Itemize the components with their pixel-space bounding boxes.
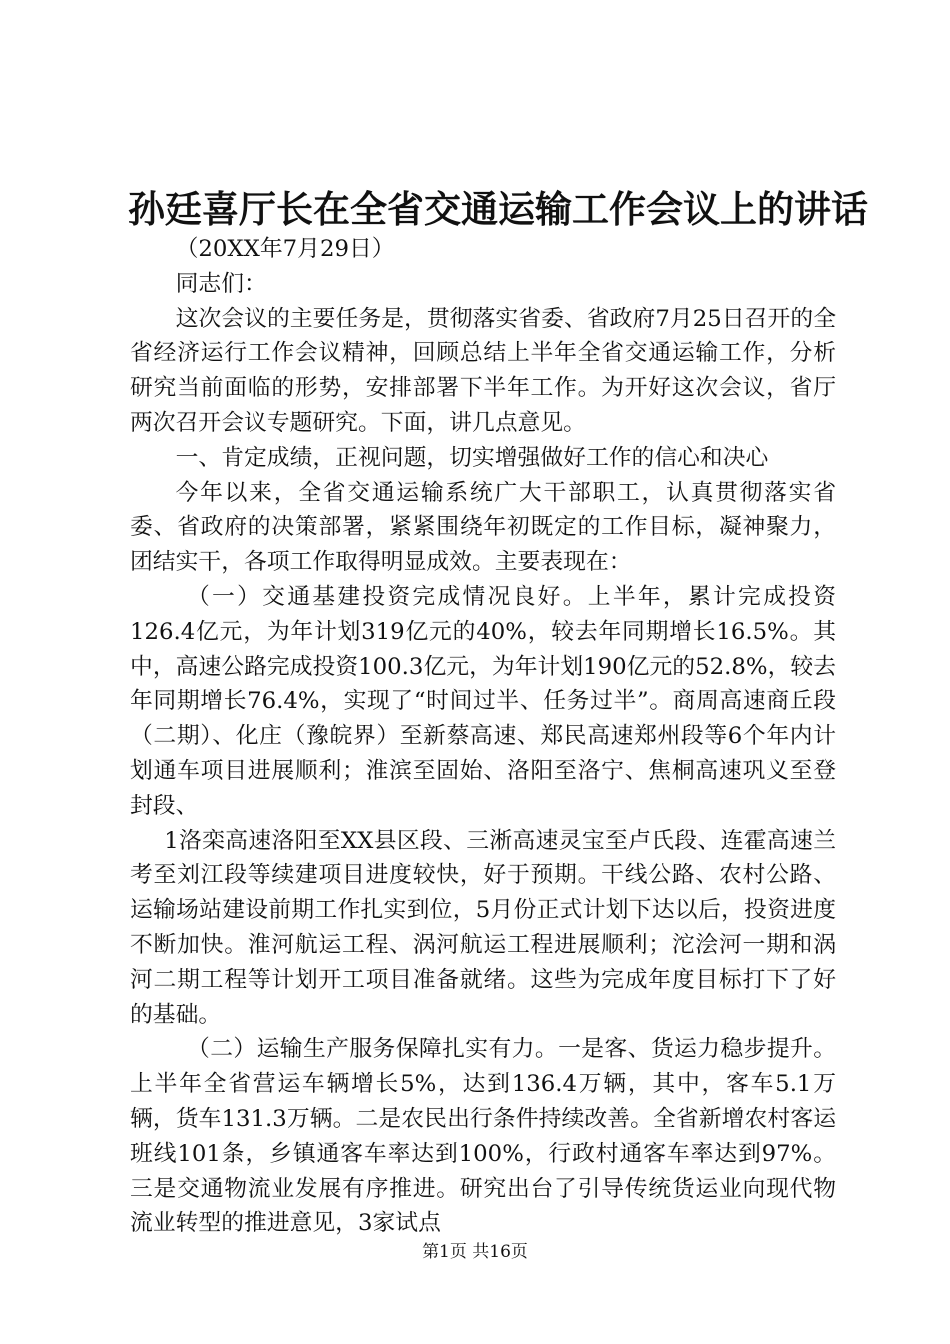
paragraph-achievements: 今年以来，全省交通运输系统广大干部职工，认真贯彻落实省委、省政府的决策部署，紧紧围绕年初既定的工作目标，凝神聚力，团结实干，各项工作取得明显成效。主要表现在： (130, 479, 836, 576)
section-heading-1: 一、肯定成绩，正视问题，切实增强做好工作的信心和决心 (175, 444, 769, 471)
salutation: 同志们： (175, 270, 267, 297)
paragraph-investment: （一）交通基建投资完成情况良好。上半年，累计完成投资126.4亿元，为年计划319亿元的40%，较去年同期增长16.5%。其中，高速公路完成投资100.3亿元，为年计划190亿元的52.8%，较去年同期增长76.4%，实现了“时间过半、任务过半”。商周高速商丘段（二期）、化庄（豫皖界）至新蔡高速、郑民高速郑州段等6个年内计划通车项目进展顺利；淮滨至固始、洛阳至洛宁、焦桐高速巩义至登封段、 (130, 583, 836, 819)
document-date: （20XX年7月29日） (175, 236, 395, 262)
paragraph-projects: 1洛栾高速洛阳至XX县区段、三淅高速灵宝至卢氏段、连霍高速兰考至刘江段等续建项目进度较快，好于预期。干线公路、农村公路、运输场站建设前期工作扎实到位，5月份正式计划下达以后，投资进度不断加快。淮河航运工程、涡河航运工程进展顺利；沱浍河一期和涡河二期工程等计划开工项目准备就绪。这些为完成年度目标打下了好的基础。 (130, 827, 836, 1028)
paragraph-transport-services: （二）运输生产服务保障扎实有力。一是客、货运力稳步提升。上半年全省营运车辆增长5%，达到136.4万辆，其中，客车5.1万辆，货车131.3万辆。二是农民出行条件持续改善。全省新增农村客运班线101条，乡镇通客车率达到100%，行政村通客车率达到97%。三是交通物流业发展有序推进。研究出台了引导传统货运业向现代物流业转型的推进意见，3家试点 (130, 1036, 836, 1237)
document-body (130, 232, 836, 1241)
document-title: 孙廷喜厅长在全省交通运输工作会议上的讲话 (128, 187, 868, 231)
paragraph-intro: 这次会议的主要任务是，贯彻落实省委、省政府7月25日召开的全省经济运行工作会议精神，回顾总结上半年全省交通运输工作，分析研究当前面临的形势，安排部署下半年工作。为开好这次会议，省厅两次召开会议专题研究。下面，讲几点意见。 (130, 305, 836, 436)
page-footer: 第1页 共16页 (422, 1242, 528, 1262)
